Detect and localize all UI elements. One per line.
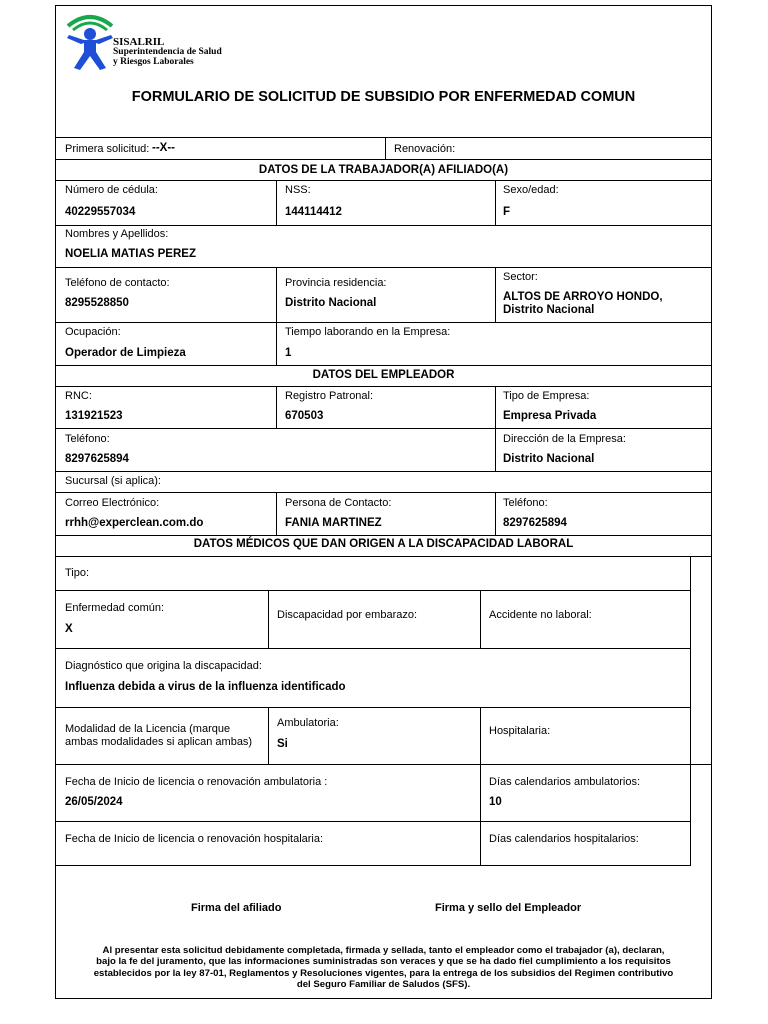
- contact-phone-label: Teléfono:: [503, 497, 548, 509]
- sisalril-logo: [62, 10, 242, 72]
- tenure-label: Tiempo laborando en la Empresa:: [285, 326, 451, 338]
- names-label: Nombres y Apellidos:: [65, 228, 169, 240]
- rnc-value: 131921523: [65, 410, 123, 422]
- hospital-label: Hospitalaria:: [489, 725, 551, 737]
- sector-value-line2: Distrito Nacional: [503, 304, 595, 316]
- ambulatory-label: Ambulatoria:: [277, 717, 339, 729]
- company-address-value: Distrito Nacional: [503, 453, 595, 465]
- org-short-name: SISALRIL: [113, 36, 165, 48]
- first-request-label: Primera solicitud:: [65, 143, 150, 155]
- email-label: Correo Electrónico:: [65, 497, 160, 509]
- renewal-label: Renovación:: [394, 143, 456, 155]
- ambulatory-value: Si: [277, 738, 288, 750]
- province-value: Distrito Nacional: [285, 297, 377, 309]
- worker-section-title: DATOS DE LA TRABAJADOR(A) AFILIADO(A): [258, 164, 509, 176]
- disclaimer-line3: establecidos por la ley 87-01, Reglamentos y Resoluciones vigentes, para la entrega de los subsidios del Regimen contributivo: [93, 967, 674, 979]
- pregnancy-disability-label: Discapacidad por embarazo:: [277, 609, 418, 621]
- legal-disclaimer: [58, 945, 709, 990]
- nss-label: NSS:: [285, 184, 311, 196]
- common-illness-label: Enfermedad común:: [65, 602, 165, 614]
- license-modality-label-line2: ambas modalidades si aplican ambas): [65, 736, 253, 748]
- form-title: FORMULARIO DE SOLICITUD DE SUBSIDIO POR ENFERMEDAD COMUN: [131, 89, 636, 105]
- cedula-value: 40229557034: [65, 206, 136, 218]
- cedula-label: Número de cédula:: [65, 184, 158, 196]
- license-modality-label-line1: Modalidad de la Licencia (marque: [65, 723, 231, 735]
- employer-registry-label: Registro Patronal:: [285, 390, 374, 402]
- sector-value-line1: ALTOS DE ARROYO HONDO,: [503, 291, 663, 303]
- disclaimer-line2: bajo la fe del juramento, que las informaciones suministradas son veraces y que se ha dado fiel cumplimiento a los requisitos: [96, 956, 671, 968]
- sex-age-value: F: [503, 206, 511, 218]
- ambulatory-start-value: 26/05/2024: [65, 796, 123, 808]
- company-type-value: Empresa Privada: [503, 410, 597, 422]
- nss-value: 144114412: [285, 206, 342, 218]
- non-work-accident-label: Accidente no laboral:: [489, 609, 592, 621]
- names-value: NOELIA MATIAS PEREZ: [65, 248, 196, 260]
- province-label: Provincia residencia:: [285, 277, 387, 289]
- disclaimer-line1: Al presentar esta solicitud debidamente completada, firmada y sellada, tanto el empleador como el trabajador (a), declaran,: [102, 945, 665, 956]
- rnc-label: RNC:: [65, 390, 92, 402]
- worker-phone-label: Teléfono de contacto:: [65, 277, 170, 289]
- company-address-label: Dirección de la Empresa:: [503, 433, 626, 445]
- tenure-value: 1: [285, 347, 292, 359]
- diagnosis-value: Influenza debida a virus de la influenza identificado: [65, 681, 346, 693]
- employer-signature-label: Firma y sello del Empleador: [435, 902, 582, 914]
- diagnosis-label: Diagnóstico que origina la discapacidad:: [65, 660, 262, 672]
- common-illness-value: X: [65, 623, 73, 635]
- org-name-line1: Superintendencia de Salud: [113, 47, 222, 57]
- ambulatory-days-value: 10: [489, 796, 502, 808]
- affiliate-signature-label: Firma del afiliado: [191, 902, 282, 914]
- ambulatory-days-label: Días calendarios ambulatorios:: [489, 776, 641, 788]
- email-value: rrhh@experclean.com.do: [65, 517, 204, 529]
- worker-phone-value: 8295528850: [65, 297, 129, 309]
- medical-section-title: DATOS MÉDICOS QUE DAN ORIGEN A LA DISCAPACIDAD LABORAL: [193, 538, 574, 550]
- employer-phone-label: Teléfono:: [65, 433, 110, 445]
- sisalril-logo-icon: [62, 10, 118, 72]
- employer-section-title: DATOS DEL EMPLEADOR: [312, 369, 455, 381]
- contact-person-label: Persona de Contacto:: [285, 497, 392, 509]
- hospital-days-label: Días calendarios hospitalarios:: [489, 833, 639, 845]
- employer-phone-value: 8297625894: [65, 453, 129, 465]
- contact-person-value: FANIA MARTINEZ: [285, 517, 382, 529]
- occupation-label: Ocupación:: [65, 326, 121, 338]
- contact-phone-value: 8297625894: [503, 517, 567, 529]
- ambulatory-start-label: Fecha de Inicio de licencia o renovación ambulatoria :: [65, 776, 328, 788]
- company-type-label: Tipo de Empresa:: [503, 390, 590, 402]
- sex-age-label: Sexo/edad:: [503, 184, 559, 196]
- employer-registry-value: 670503: [285, 410, 324, 422]
- hospital-start-label: Fecha de Inicio de licencia o renovación hospitalaria:: [65, 833, 324, 845]
- branch-label: Sucursal (si aplica):: [65, 475, 161, 487]
- org-name-line2: y Riesgos Laborales: [113, 57, 194, 67]
- disclaimer-line4: del Seguro Familiar de Saludos (SFS).: [296, 978, 471, 990]
- medical-type-label: Tipo:: [65, 567, 90, 579]
- occupation-value: Operador de Limpieza: [65, 347, 186, 359]
- sector-label: Sector:: [503, 271, 538, 283]
- first-request-value: --X--: [152, 142, 175, 154]
